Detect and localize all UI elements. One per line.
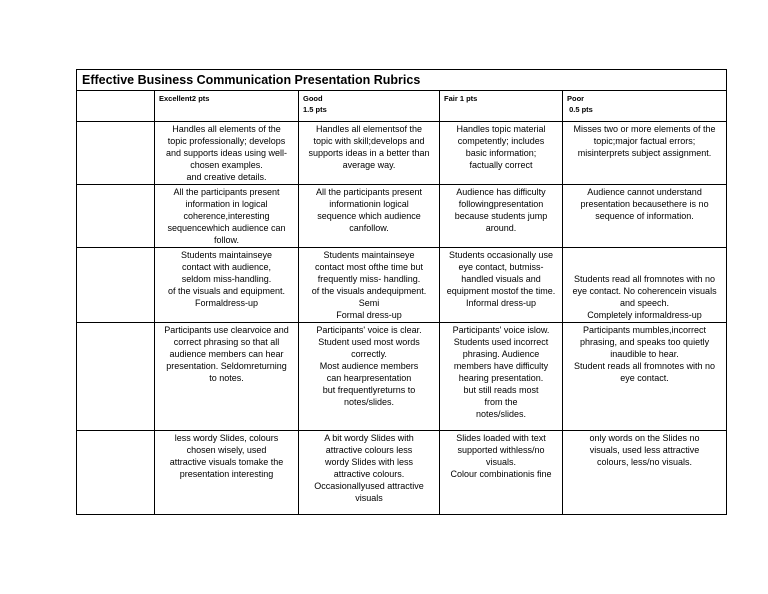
cell-text-line: sequence of information. [595,211,694,221]
cell-text-line: Student used most words [318,337,420,347]
cell-text-line: handled visuals and [461,274,541,284]
cell-text-line [566,261,723,273]
cell-text-line: follow. [213,235,239,245]
cell-text-line: Students occasionally use [448,250,554,260]
good-cell [299,248,440,323]
cell-text-line: Participants use clearvoice and [164,325,289,335]
cell-text-line: coherence,interesting [183,211,270,221]
cell-text-line: chosen wisely, used [186,445,267,455]
cell-text-line: inaudible to hear. [610,349,679,359]
cell-text-line: frequently miss- handling. [317,274,421,284]
cell-text-line: Occasionallyused attractive [314,481,424,491]
cell-text-line: factually correct [469,160,533,170]
header-good: Good 1.5 pts [299,91,440,122]
criteria-label-cell [77,248,155,323]
cell-text-line: eye contact. No coherencein visuals [572,286,717,296]
cell-text-line: Student reads all fromnotes with no [573,361,716,371]
criteria-label-cell [77,122,155,185]
cell-text-line: topic;major factual errors; [593,136,696,146]
cell-text-line: information in logical [185,199,268,209]
cell-text-line: average way. [342,160,396,170]
cell-text-line: Misses two or more elements of the [573,124,716,134]
cell-text-line: competently; includes [457,136,545,146]
cell-text-line: Handles all elementsof the [315,124,423,134]
cell-text-line: attractive visuals tomake the [169,457,284,467]
cell-text-line: only words on the Slides no [589,433,700,443]
cell-text-line: Audience cannot understand [587,187,702,197]
criteria-row [77,248,727,323]
cell-text-line: Colour combinationis fine [450,469,552,479]
cell-text-line: Handles all elements of the [172,124,281,134]
cell-text-line: Students read all fromnotes with no [573,274,716,284]
fair-cell [440,431,563,515]
cell-text-line: Slides loaded with text [456,433,546,443]
good-cell [299,431,440,515]
cell-text-line: Semi [358,298,380,308]
cell-text-line: less wordy Slides, colours [174,433,279,443]
cell-text-line: correct phrasing so that all [173,337,280,347]
header-row [77,91,727,122]
cell-text-line: A bit wordy Slides with [324,433,414,443]
poor-cell [563,185,727,248]
poor-cell [563,122,727,185]
cell-text-line: seldom miss-handling. [181,274,272,284]
good-cell [299,122,440,185]
cell-text-line: audience members can hear [169,349,284,359]
cell-text-line: canfollow. [349,223,389,233]
excellent-cell [155,122,299,185]
cell-text-line: correctly. [351,349,387,359]
cell-text-line: can hearpresentation [326,373,412,383]
criteria-row [77,122,727,185]
good-cell [299,323,440,431]
cell-text-line: topic with skill;develops and [313,136,425,146]
cell-text-line: Completely informaldress-up [587,310,702,320]
cell-text-line: topic professionally; develops [167,136,286,146]
cell-text-line: but frequentlyreturns to [322,385,416,395]
poor-cell [563,323,727,431]
cell-text-line: around. [485,223,517,233]
rubric-title: Effective Business Communication Presentation Rubrics [77,70,727,91]
cell-text-line: colours, less/no visuals. [597,457,693,467]
cell-text-line: Audience has difficulty [456,187,546,197]
cell-text-line: Participants mumbles,incorrect [583,325,707,335]
cell-text-line: Participants' voice is clear. [316,325,422,335]
cell-text-line: visuals [355,493,383,503]
cell-text-line [566,249,723,261]
cell-text-line: from the [484,397,518,407]
cell-text-line: Informal dress-up [465,298,537,308]
cell-text-line: Formaldress-up [194,298,259,308]
cell-text-line: hearing presentation. [458,373,544,383]
cell-text-line: phrasing, and speaks too quietly [579,337,710,347]
good-cell [299,185,440,248]
header-blank [77,91,155,122]
criteria-label-cell [77,185,155,248]
cell-text-line: informationin logical [329,199,409,209]
rubric-table [76,69,727,515]
cell-text-line: equipment mostof the time. [446,286,556,296]
cell-text-line: contact with audience, [181,262,272,272]
cell-text-line: visuals, used less attractive [589,445,700,455]
criteria-label-cell [77,323,155,431]
criteria-label-cell [77,431,155,515]
excellent-cell [155,248,299,323]
cell-text-line: and creative details. [186,172,267,182]
cell-text-line: but still reads most [463,385,539,395]
cell-text-line: of the visuals and equipment. [167,286,286,296]
cell-text-line: Formal dress-up [336,310,402,320]
excellent-cell [155,323,299,431]
cell-text-line: Students maintainseye [180,250,273,260]
cell-text-line: Participants' voice islow. [452,325,550,335]
criteria-row [77,323,727,431]
header-poor: Poor 0.5 pts [563,91,727,122]
cell-text-line: visuals. [485,457,516,467]
cell-text-line: attractive colours less [325,445,413,455]
cell-text-line: All the participants present [173,187,280,197]
cell-text-line: sequence which audience [317,211,421,221]
cell-text-line: presentation. Seldomreturning [166,361,287,371]
cell-text-line: eye contact. [620,373,669,383]
header-fair: Fair 1 pts [440,91,563,122]
title-row [77,70,727,91]
cell-text-line: followingpresentation [458,199,544,209]
cell-text-line: attractive colours. [333,469,405,479]
poor-cell [563,248,727,323]
fair-cell [440,248,563,323]
header-excellent: Excellent2 pts [155,91,299,122]
criteria-row [77,185,727,248]
cell-text-line: presentation interesting [179,469,274,479]
cell-text-line: sequencewhich audience can [167,223,286,233]
cell-text-line: and speech. [620,298,670,308]
cell-text-line: notes/slides. [343,397,395,407]
cell-text-line: of the visuals andequipment. [311,286,427,296]
cell-text-line: contact most ofthe time but [314,262,424,272]
excellent-cell [155,431,299,515]
cell-text-line: members have difficulty [453,361,549,371]
fair-cell [440,122,563,185]
cell-text-line: basic information; [465,148,537,158]
cell-text-line: All the participants present [315,187,423,197]
excellent-cell [155,185,299,248]
cell-text-line: supports ideas in a better than [308,148,430,158]
cell-text-line: Students used incorrect [453,337,549,347]
cell-text-line: Most audience members [319,361,419,371]
cell-text-line: notes/slides. [475,409,527,419]
cell-text-line: presentation becausethere is no [580,199,709,209]
cell-text-line: chosen examples. [190,160,263,170]
cell-text-line: phrasing. Audience [462,349,540,359]
cell-text-line: eye contact, butmiss- [458,262,544,272]
cell-text-line: because students jump [454,211,548,221]
cell-text-line: and supports ideas using well- [165,148,288,158]
criteria-row [77,431,727,515]
poor-cell [563,431,727,515]
cell-text-line: to notes. [209,373,244,383]
cell-text-line: Handles topic material [456,124,546,134]
cell-text-line: misinterprets subject assignment. [577,148,712,158]
fair-cell [440,323,563,431]
cell-text-line: Students maintainseye [323,250,415,260]
cell-text-line: supported withless/no [457,445,545,455]
cell-text-line: wordy Slides with less [324,457,414,467]
fair-cell [440,185,563,248]
